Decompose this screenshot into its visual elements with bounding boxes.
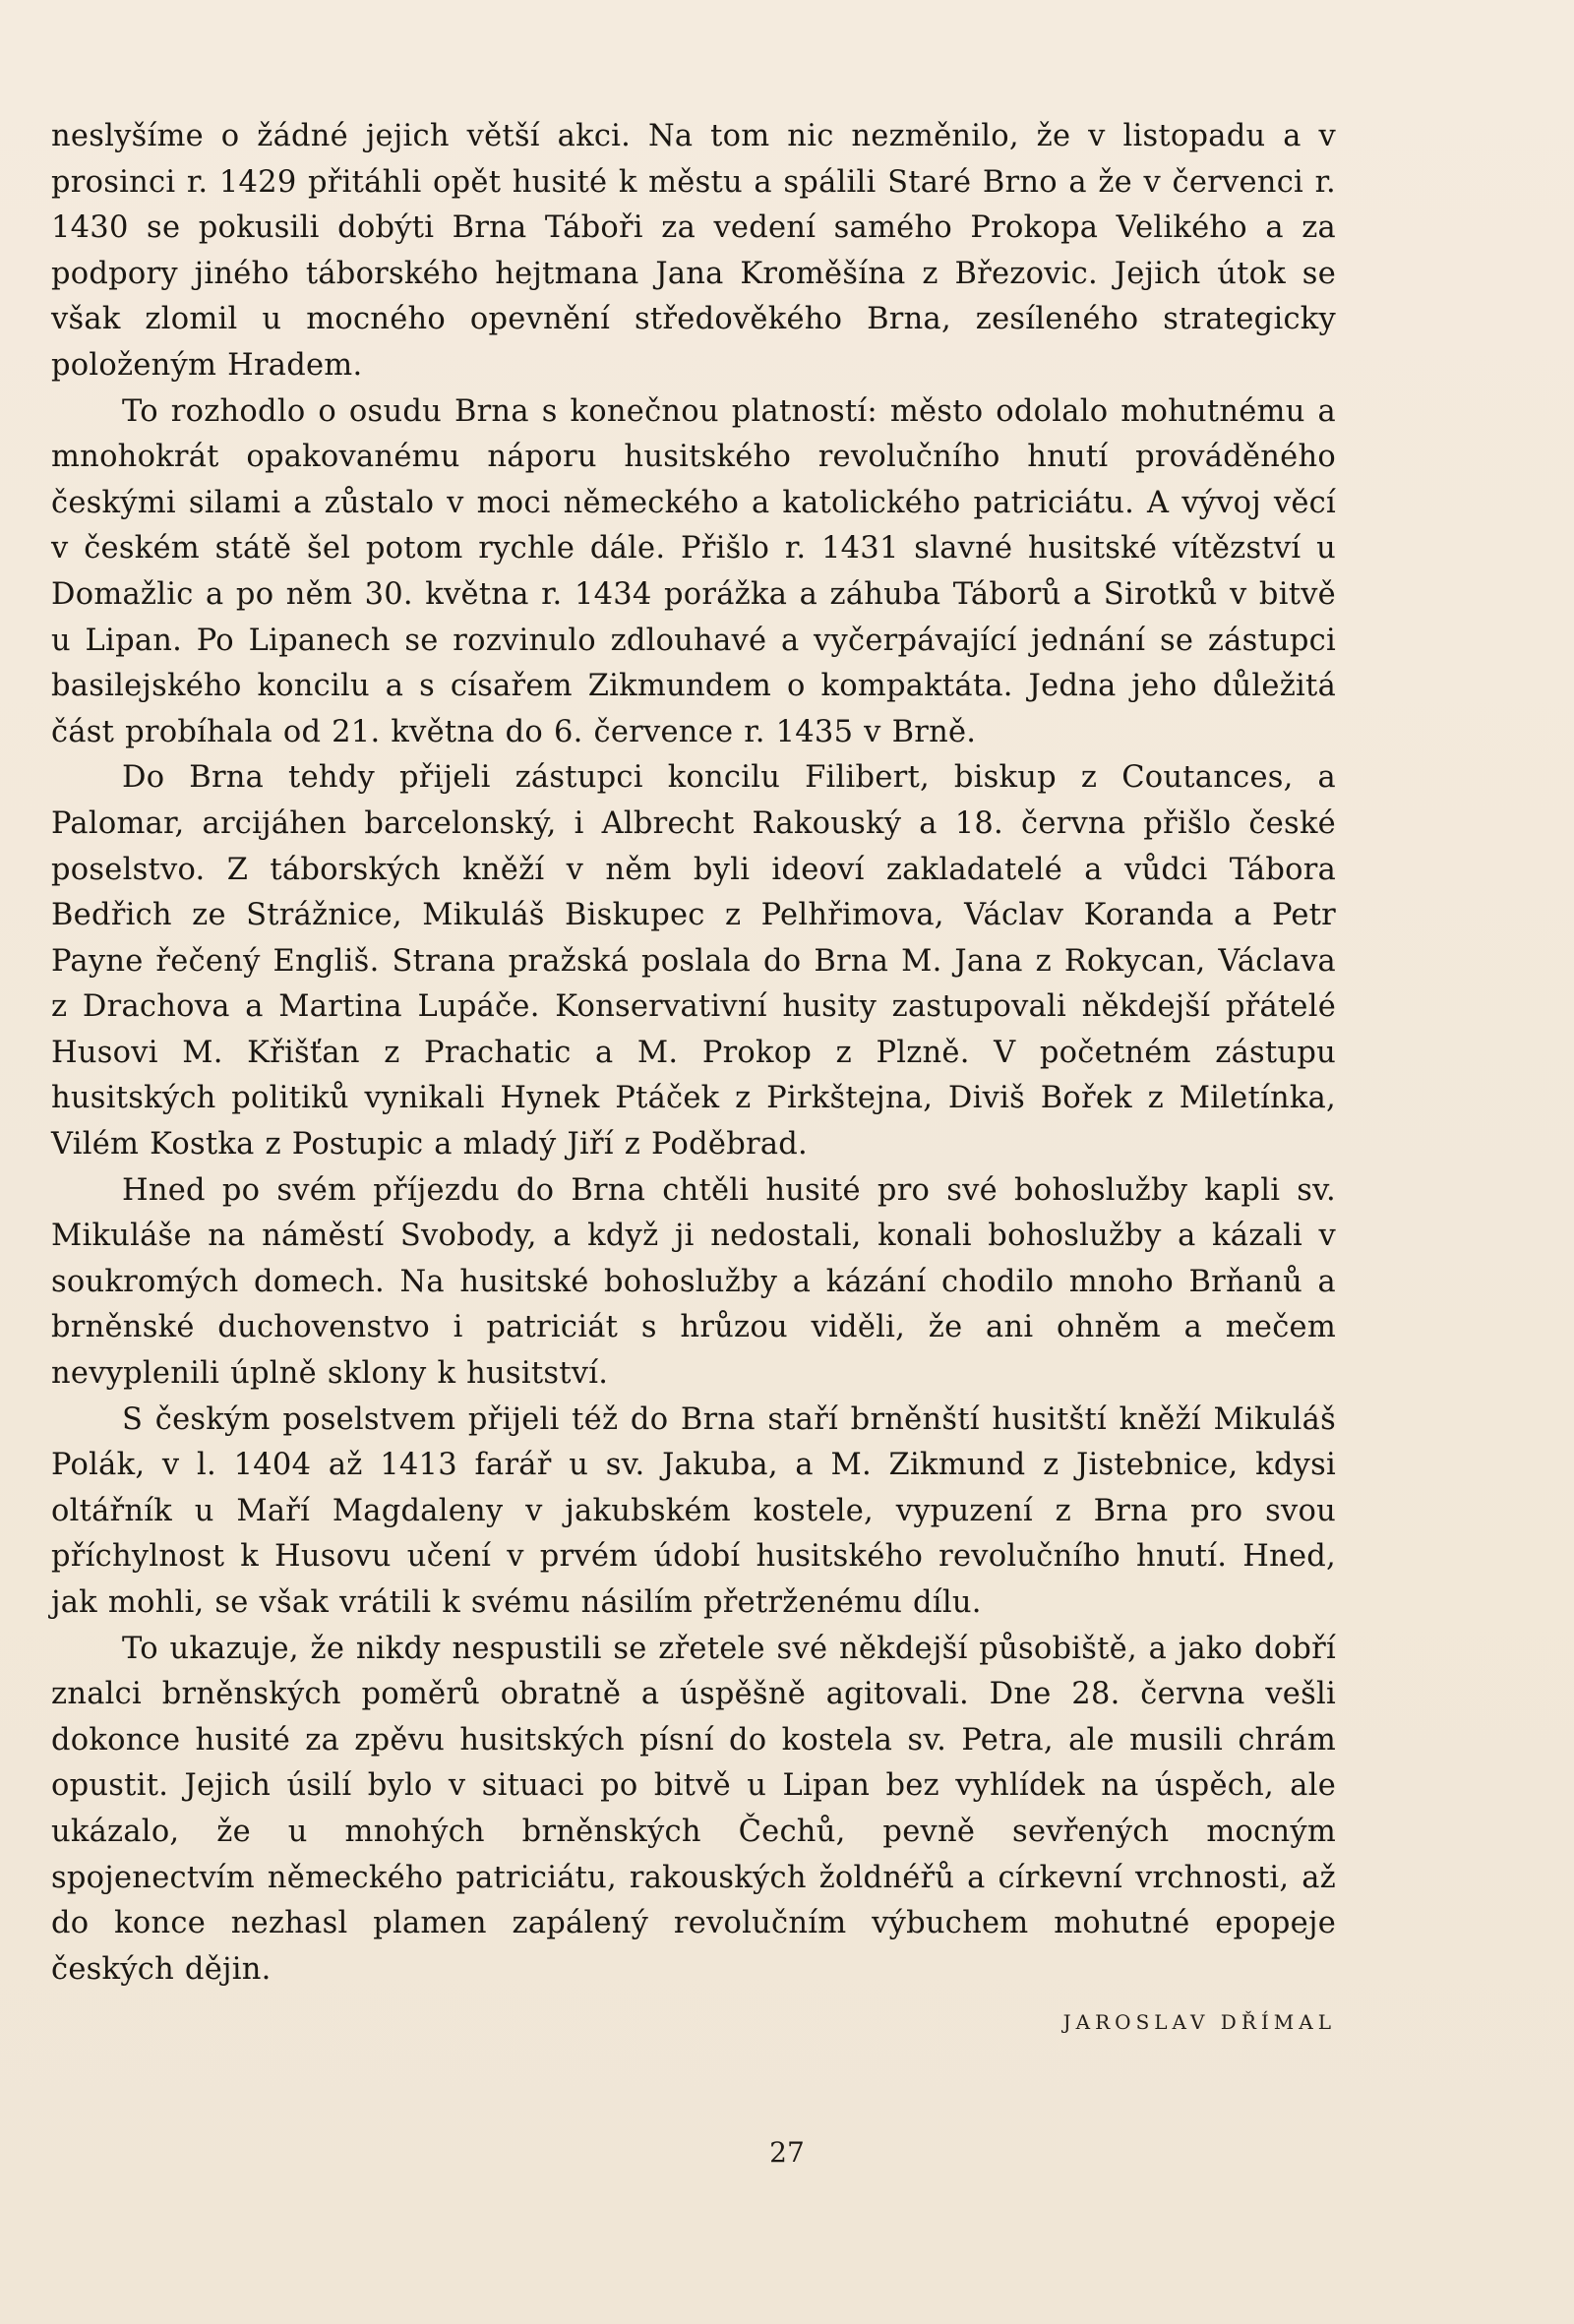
paragraph-1: neslyšíme o žádné jejich větší akci. Na tom nic nezměnilo, že v listopadu a v prosinci r. 1429 přitáhli opět husité k městu a spálili Staré Brno a že v červenci r. 1430 se pokusili dobýti Brna Táboři za vedení samého Prokopa Velikého a za podpory jiného táborského hejtmana Jana Kroměšína z Březovic. Jejich útok se však zlomil u mocného opevnění středověkého Brna, zesíleného strategicky položeným Hradem.	[51, 119, 1336, 383]
paragraph-3: Do Brna tehdy přijeli zástupci koncilu Filibert, biskup z Coutances, a Palomar, arcijáhen barcelonský, i Albrecht Rakouský a 18. června přišlo české poselstvo. Z táborských kněží v něm byli ideoví zakladatelé a vůdci Tábora Bedřich ze Strážnice, Mikuláš Biskupec z Pelhřimova, Václav Koranda a Petr Payne řečený Engliš. Strana pražská poslala do Brna M. Jana z Rokycan, Václava z Drachova a Martina Lupáče. Konservativní husity zastupovali někdejší přátelé Husovi M. Křišťan z Prachatic a M. Prokop z Plzně. V početném zástupu husitských politiků vynikali Hynek Ptáček z Pirkštejna, Diviš Bořek z Miletínka, Vilém Kostka z Postupic a mladý Jiří z Poděbrad.	[51, 760, 1336, 1162]
author-signature: JAROSLAV DŘÍMAL	[1062, 2010, 1336, 2034]
article-body	[51, 114, 1336, 1993]
paragraph-6: To ukazuje, že nikdy nespustili se zřetele své někdejší působiště, a jako dobří znalci brněnských poměrů obratně a úspěšně agitovali. Dne 28. června vešli dokonce husité za zpěvu husitských písní do kostela sv. Petra, ale musili chrám opustit. Jejich úsilí bylo v situaci po bitvě u Lipan bez vyhlídek na úspěch, ale ukázalo, že u mnohých brněnských Čechů, pevně sevřených mocným spojenectvím německého patriciátu, rakouských žoldnéřů a církevní vrchnosti, až do konce nezhasl plamen zapálený revolučním výbuchem mohutné epopeje českých dějin.	[51, 1631, 1336, 1987]
page-number: 27	[769, 2136, 805, 2169]
paragraph-5: S českým poselstvem přijeli též do Brna staří brněnští husitští kněží Mikuláš Polák, v l. 1404 až 1413 farář u sv. Jakuba, a M. Zikmund z Jistebnice, kdysi oltářník u Maří Magdaleny v jakubském kostele, vypuzení z Brna pro svou příchylnost k Husovu učení v prvém údobí husitského revolučního hnutí. Hned, jak mohli, se však vrátili k svému násilím přetrženému dílu.	[51, 1401, 1336, 1620]
paragraph-2: To rozhodlo o osudu Brna s konečnou platností: město odolalo mohutnému a mnohokrát opakovanému náporu husitského revolučního hnutí prováděného českými silami a zůstalo v moci německého a katolického patriciátu. A vývoj věcí v českém státě šel potom rychle dále. Přišlo r. 1431 slavné husitské vítězství u Domažlic a po něm 30. května r. 1434 porážka a záhuba Táborů a Sirotků v bitvě u Lipan. Po Lipanech se rozvinulo zdlouhavé a vyčerpávající jednání se zástupci basilejského koncilu a s císařem Zikmundem o kompaktáta. Jedna jeho důležitá část probíhala od 21. května do 6. července r. 1435 v Brně.	[51, 393, 1336, 749]
paragraph-4: Hned po svém příjezdu do Brna chtěli husité pro své bohoslužby kapli sv. Mikuláše na náměstí Svobody, a když ji nedostali, konali bohoslužby a kázali v soukromých domech. Na husitské bohoslužby a kázání chodilo mnoho Brňanů a brněnské duchovenstvo i patriciát s hrůzou viděli, že ani ohněm a mečem nevyplenili úplně sklony k husitství.	[51, 1172, 1336, 1392]
